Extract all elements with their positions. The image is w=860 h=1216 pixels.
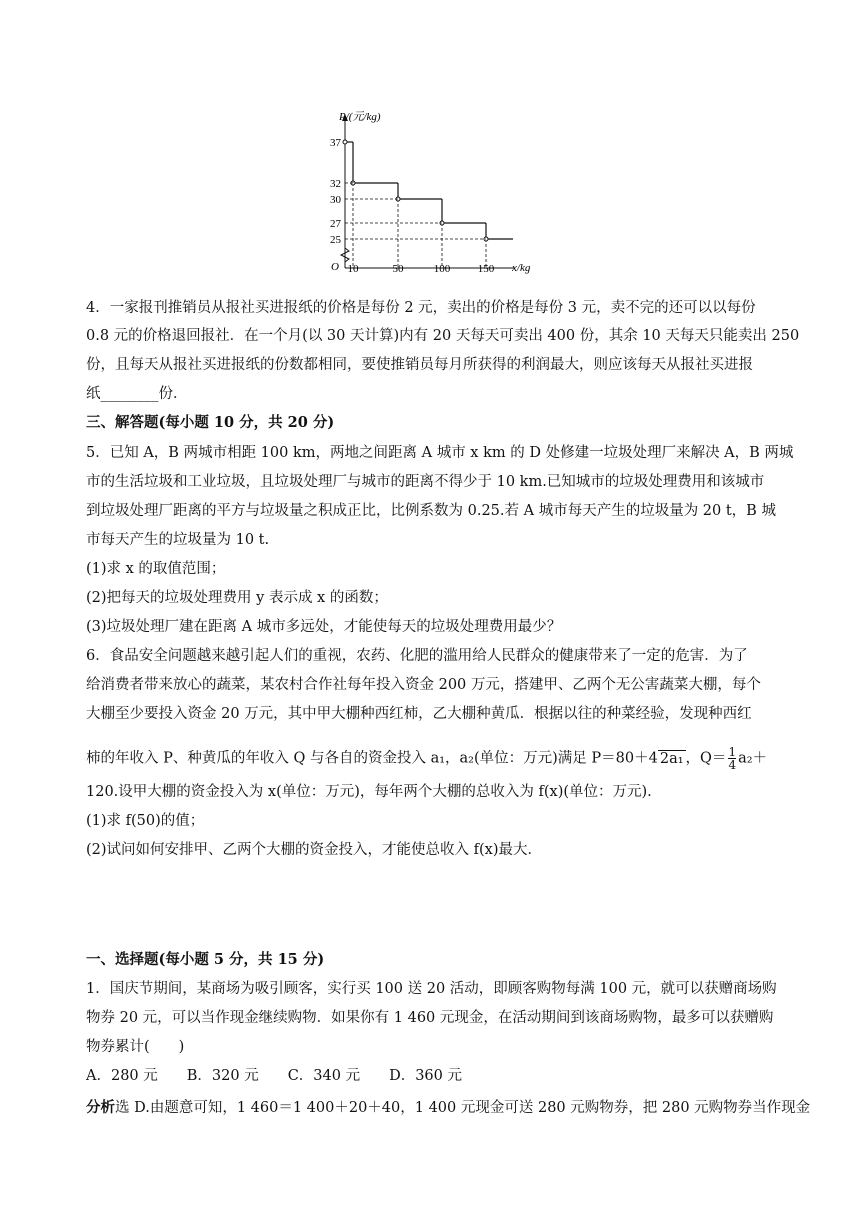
text-line: 纸________份． xyxy=(86,386,188,402)
text-line: (1)求 f(50)的值； xyxy=(86,813,205,829)
text-line: 市的生活垃圾和工业垃圾，且垃圾处理厂与城市的距离不得少于 10 km.已知城市的垃圾处理费用和该城市 xyxy=(86,474,765,490)
y-tick-label: 30 xyxy=(330,194,341,206)
text-line: 120.设甲大棚的资金投入为 x(单位：万元)，每年两个大棚的总收入为 f(x)(单位：万元). xyxy=(86,784,652,800)
x-tick-label: 10 xyxy=(347,263,359,275)
text-line: 1．国庆节期间，某商场为吸引顾客，实行买 100 送 20 活动，即顾客购物每满 100 元，就可以获赠商场购 xyxy=(86,981,777,997)
x-axis-label: x/kg xyxy=(512,262,531,274)
formula-prefix: 柿的年收入 P、种黄瓜的年收入 Q 与各自的资金投入 a₁，a₂(单位：万元)满足 P＝80＋4 xyxy=(86,750,658,767)
y-tick-label: 32 xyxy=(330,178,341,190)
text-line: (2)试问如何安排甲、乙两个大棚的资金投入，才能使总收入 f(x)最大． xyxy=(86,842,543,858)
formula-middle: ，Q＝ xyxy=(685,750,727,767)
fraction-denominator: 4 xyxy=(728,758,737,772)
text-line: (2)把每天的垃圾处理费用 y 表示成 x 的函数； xyxy=(86,590,388,606)
origin-label: O xyxy=(331,261,339,273)
y-tick-label: 25 xyxy=(330,234,341,246)
price-step-graph xyxy=(318,108,548,278)
text-line: 物券累计( ) xyxy=(86,1039,185,1055)
formula-line xyxy=(86,746,767,771)
analysis-label: 分析 xyxy=(86,1099,115,1116)
text-line: A．280 元 B．320 元 C．340 元 D．360 元 xyxy=(86,1068,462,1084)
text-line: 市每天产生的垃圾量为 10 t. xyxy=(86,532,270,548)
sqrt-term: 2a₁ xyxy=(659,750,684,767)
fraction-numerator: 1 xyxy=(728,745,737,759)
text-line: 给消费者带来放心的蔬菜，某农村合作社每年投入资金 200 万元，搭建甲、乙两个无公害蔬菜大棚，每个 xyxy=(86,677,761,693)
formula-suffix: a₂＋ xyxy=(738,750,768,767)
analysis-text: 选 D.由题意可知，1 460＝1 400＋20＋40，1 400 元现金可送 280 元购物券，把 280 元购物券当作现金 xyxy=(115,1100,811,1116)
fraction xyxy=(728,746,736,771)
open-endpoint xyxy=(343,140,347,144)
text-line: 大棚至少要投入资金 20 万元，其中甲大棚种西红柿，乙大棚种黄瓜．根据以往的种菜经验，发现种西红 xyxy=(86,706,752,722)
text-line: (3)垃圾处理厂建在距离 A 城市多远处，才能使每天的垃圾处理费用最少？ xyxy=(86,619,562,635)
y-axis-label: P/(元/kg) xyxy=(339,111,381,123)
text-line: 6．食品安全问题越来越引起人们的重视，农药、化肥的滥用给人民群众的健康带来了一定的危害．为了 xyxy=(86,648,748,664)
text-line: 4．一家报刊推销员从报社买进报纸的价格是每份 2 元，卖出的价格是每份 3 元，卖不完的还可以以每份 xyxy=(86,300,756,316)
analysis-line xyxy=(86,1098,810,1118)
text-line: 5．已知 A，B 两城市相距 100 km，两地之间距离 A 城市 x km 的 D 处修建一垃圾处理厂来解决 A，B 两城 xyxy=(86,445,794,461)
x-tick-label: 100 xyxy=(433,263,451,275)
text-line: 到垃圾处理厂距离的平方与垃圾量之积成正比，比例系数为 0.25.若 A 城市每天产生的垃圾量为 20 t，B 城 xyxy=(86,503,776,519)
text-line: 三、解答题(每小题 10 分，共 20 分) xyxy=(86,414,335,431)
y-tick-label: 27 xyxy=(330,218,341,230)
text-line: 一、选择题(每小题 5 分，共 15 分) xyxy=(86,951,325,968)
x-tick-label: 50 xyxy=(392,263,404,275)
step-marks xyxy=(330,137,513,275)
text-line: 份，且每天从报社买进报纸的份数都相同，要使推销员每月所获得的利润最大，则应该每天从报社买进报 xyxy=(86,357,753,373)
y-tick-label: 37 xyxy=(330,137,341,149)
text-line: 0.8 元的价格退回报社．在一个月(以 30 天计算)内有 20 天每天可卖出 400 份，其余 10 天每天只能卖出 250 xyxy=(86,328,800,344)
x-tick-label: 150 xyxy=(477,263,495,275)
text-line: (1)求 x 的取值范围； xyxy=(86,561,226,577)
text-line: 物券 20 元，可以当作现金继续购物．如果你有 1 460 元现金，在活动期间到该商场购物，最多可以获赠购 xyxy=(86,1010,774,1026)
